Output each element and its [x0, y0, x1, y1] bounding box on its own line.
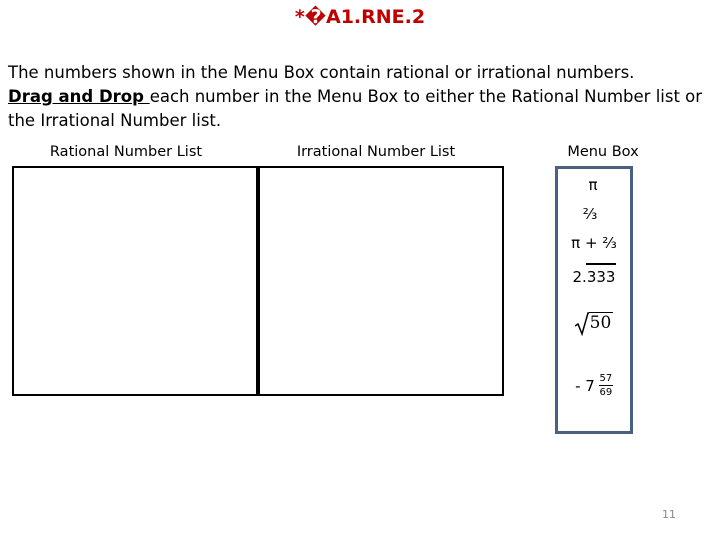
- fraction-numerator: 57: [599, 373, 613, 384]
- repeating-decimal-digits: 333: [586, 268, 616, 286]
- irrational-list-drop-zone[interactable]: [258, 166, 504, 396]
- fraction-denominator: 69: [599, 387, 613, 398]
- square-root-expression: [575, 312, 614, 336]
- menu-item-square-root[interactable]: [558, 312, 630, 340]
- mixed-number: [575, 373, 613, 398]
- instructions-rest: each number in the Menu Box to either the Rational Number list or the Irrational Number list.: [8, 87, 703, 130]
- menu-item-repeating-decimal[interactable]: [558, 268, 630, 286]
- radical-sign-icon: [575, 312, 589, 336]
- slide-title: *�A1.RNE.2: [294, 6, 426, 28]
- menu-item-pi[interactable]: π: [588, 176, 598, 194]
- page-number: 11: [662, 508, 676, 521]
- instructions-lead: The numbers shown in the Menu Box contain rational or irrational numbers.: [8, 63, 635, 82]
- menu-box-label: Menu Box: [567, 144, 639, 160]
- rational-list-drop-zone[interactable]: [12, 166, 258, 396]
- fraction-bar: [599, 385, 613, 386]
- mixed-number-fraction: [599, 373, 613, 398]
- rational-list-label: Rational Number List: [49, 144, 203, 160]
- square-root-radicand: 50: [589, 313, 612, 333]
- menu-item-mixed-number[interactable]: [558, 373, 630, 398]
- menu-item-pi-plus-two-thirds[interactable]: π + ⅔: [571, 234, 617, 252]
- menu-item-two-thirds[interactable]: ⅔: [582, 205, 598, 223]
- drag-and-drop-emphasis: Drag and Drop: [8, 87, 150, 106]
- instructions-text: [8, 61, 708, 133]
- mixed-number-whole: - 7: [575, 376, 595, 395]
- irrational-list-label: Irrational Number List: [296, 144, 456, 160]
- repeating-decimal-prefix: 2.: [572, 268, 587, 286]
- menu-box: [555, 166, 633, 434]
